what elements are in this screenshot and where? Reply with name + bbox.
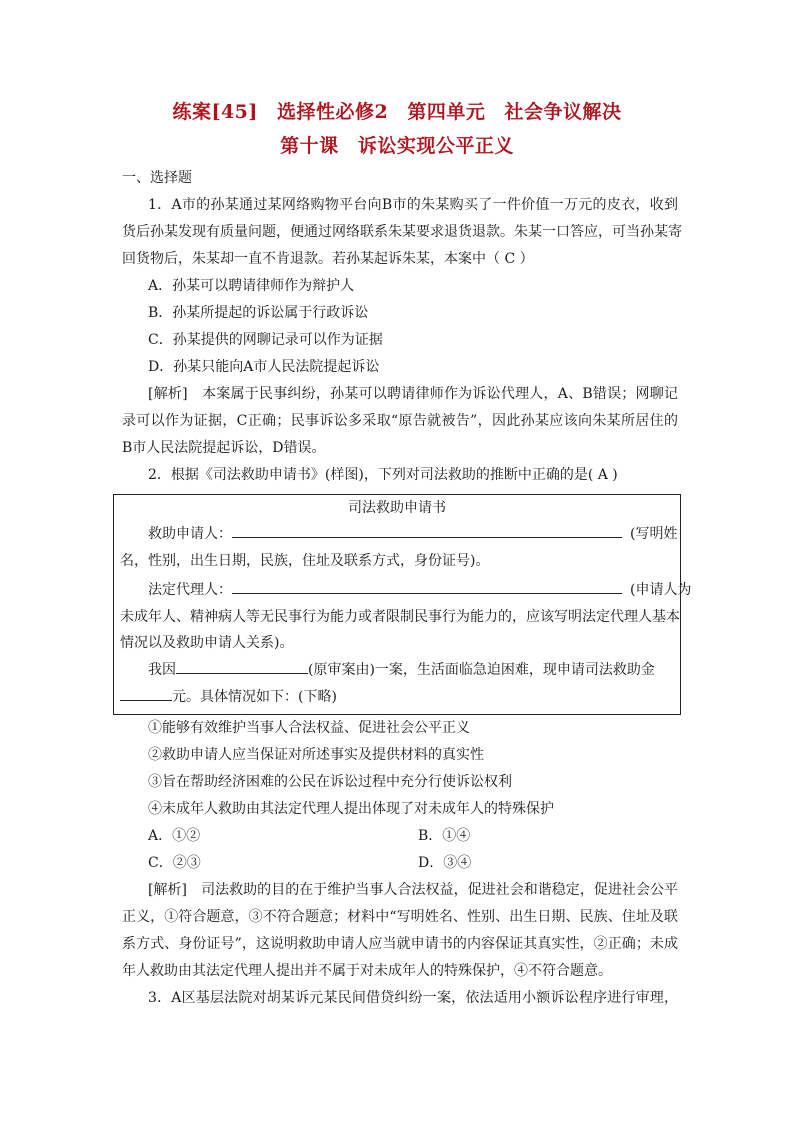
subtitle-topic: 诉讼实现公平正义 (357, 135, 514, 157)
form-amount-row (120, 684, 337, 711)
section-heading: 一、选择题 (122, 170, 192, 186)
title-book: 选择性必修2 (277, 101, 389, 123)
q1-option-a: A．孙某可以聘请律师作为辩护人 (148, 278, 355, 294)
form-applicant-note-line: 名，性别，出生日期，民族，住址及联系方式，身份证号)。 (120, 553, 490, 569)
q2-options-row-2 (148, 850, 678, 877)
q2-analysis-line: [解析] 司法救助的目的在于维护当事人合法权益，促进社会和谐稳定，促进社会公平 (148, 882, 678, 898)
form-agent-label: 法定代理人： (148, 582, 232, 598)
form-title: 司法救助申请书 (348, 500, 446, 516)
form-amount-text: 元。具体情况如下：(下略) (172, 689, 337, 705)
title-unit: 第四单元 (407, 101, 486, 123)
form-amount-blank (120, 684, 172, 701)
q1-analysis-line: 录可以作为证据，C正确；民事诉讼多采取“原告就被告”，因此孙某应该向朱某所居住的 (122, 413, 678, 429)
q1-option-b: B．孙某所提起的诉讼属于行政诉讼 (148, 305, 369, 321)
q2-stem: 2．根据《司法救助申请书》(样图)，下列对司法救助的推断中正确的是( A ) (148, 467, 618, 483)
q1-stem-line: 回货物后，朱某却一直不肯退款。若孙某起诉朱某，本案中（ C ） (122, 251, 534, 267)
title-topic: 社会争议解决 (504, 101, 622, 123)
application-form-box (113, 494, 692, 715)
form-reason-text: (原审案由)一案，生活面临急迫困难，现申请司法救助金 (308, 662, 655, 678)
form-reason-prefix: 我因 (148, 662, 176, 678)
form-applicant-blank (232, 521, 622, 538)
subtitle-lesson: 第十课 (280, 135, 339, 157)
form-agent-row (148, 577, 691, 604)
title-exercise-number: 练案[45] (172, 101, 258, 123)
q3-stem: 3．A区基层法院对胡某诉元某民间借贷纠纷一案，依法适用小额诉讼程序进行审理， (148, 990, 678, 1006)
q1-analysis-line: [解析] 本案属于民事纠纷，孙某可以聘请律师作为诉讼代理人，A、B错误；网聊记 (148, 386, 678, 402)
q1-stem-line: 货后孙某发现有质量问题，便通过网络联系朱某要求退货退款。朱某一口答应，可当孙某寄 (122, 224, 682, 240)
q1-option-d: D．孙某只能向A市人民法院提起诉讼 (148, 359, 380, 375)
form-agent-note-line: 情况以及救助申请人关系)。 (120, 635, 294, 651)
q2-analysis-line: 正义，①符合题意，③不符合题意；材料中“写明姓名、性别、出生日期、民族、住址及联 (122, 909, 678, 925)
q2-option-b: B．①④ (418, 828, 471, 844)
q2-option-d: D．③④ (418, 855, 472, 871)
form-agent-note-line: 未成年人、精神病人等无民事行为能力或者限制民事行为能力的，应该写明法定代理人基本 (120, 609, 680, 625)
q2-statement-3: ③旨在帮助经济困难的公民在诉讼过程中充分行使诉讼权利 (148, 774, 512, 790)
q2-options-row-1 (148, 823, 678, 850)
form-agent-note: (申请人为 (630, 582, 692, 598)
q2-statement-4: ④未成年人救助由其法定代理人提出体现了对未成年人的特殊保护 (148, 801, 554, 817)
q1-stem-line: 1．A市的孙某通过某网络购物平台向B市的朱某购买了一件价值一万元的皮衣，收到 (148, 197, 678, 213)
q2-statement-2: ②救助申请人应当保证对所述事实及提供材料的真实性 (148, 747, 484, 763)
q2-analysis-line: 系方式、身份证号”，这说明救助申请人应当就申请书的内容保证其真实性，②正确；未成 (122, 936, 678, 952)
form-applicant-row (148, 521, 677, 548)
q1-analysis-line: B市人民法院提起诉讼，D错误。 (122, 440, 326, 456)
q1-option-c: C．孙某提供的网聊记录可以作为证据 (148, 332, 383, 348)
form-applicant-label: 救助申请人： (148, 526, 232, 542)
q2-statement-1: ①能够有效维护当事人合法权益、促进社会公平正义 (148, 720, 470, 736)
q2-analysis-line: 年人救助由其法定代理人提出并不属于对未成年人的特殊保护，④不符合题意。 (122, 963, 612, 979)
form-applicant-note: (写明姓 (630, 526, 678, 542)
form-case-blank (176, 657, 308, 674)
page-title (0, 97, 794, 124)
page-subtitle (0, 131, 794, 158)
form-agent-blank (232, 577, 622, 594)
form-reason-row (148, 657, 655, 684)
q2-option-c: C．②③ (148, 855, 201, 871)
q2-option-a: A．①② (148, 828, 201, 844)
